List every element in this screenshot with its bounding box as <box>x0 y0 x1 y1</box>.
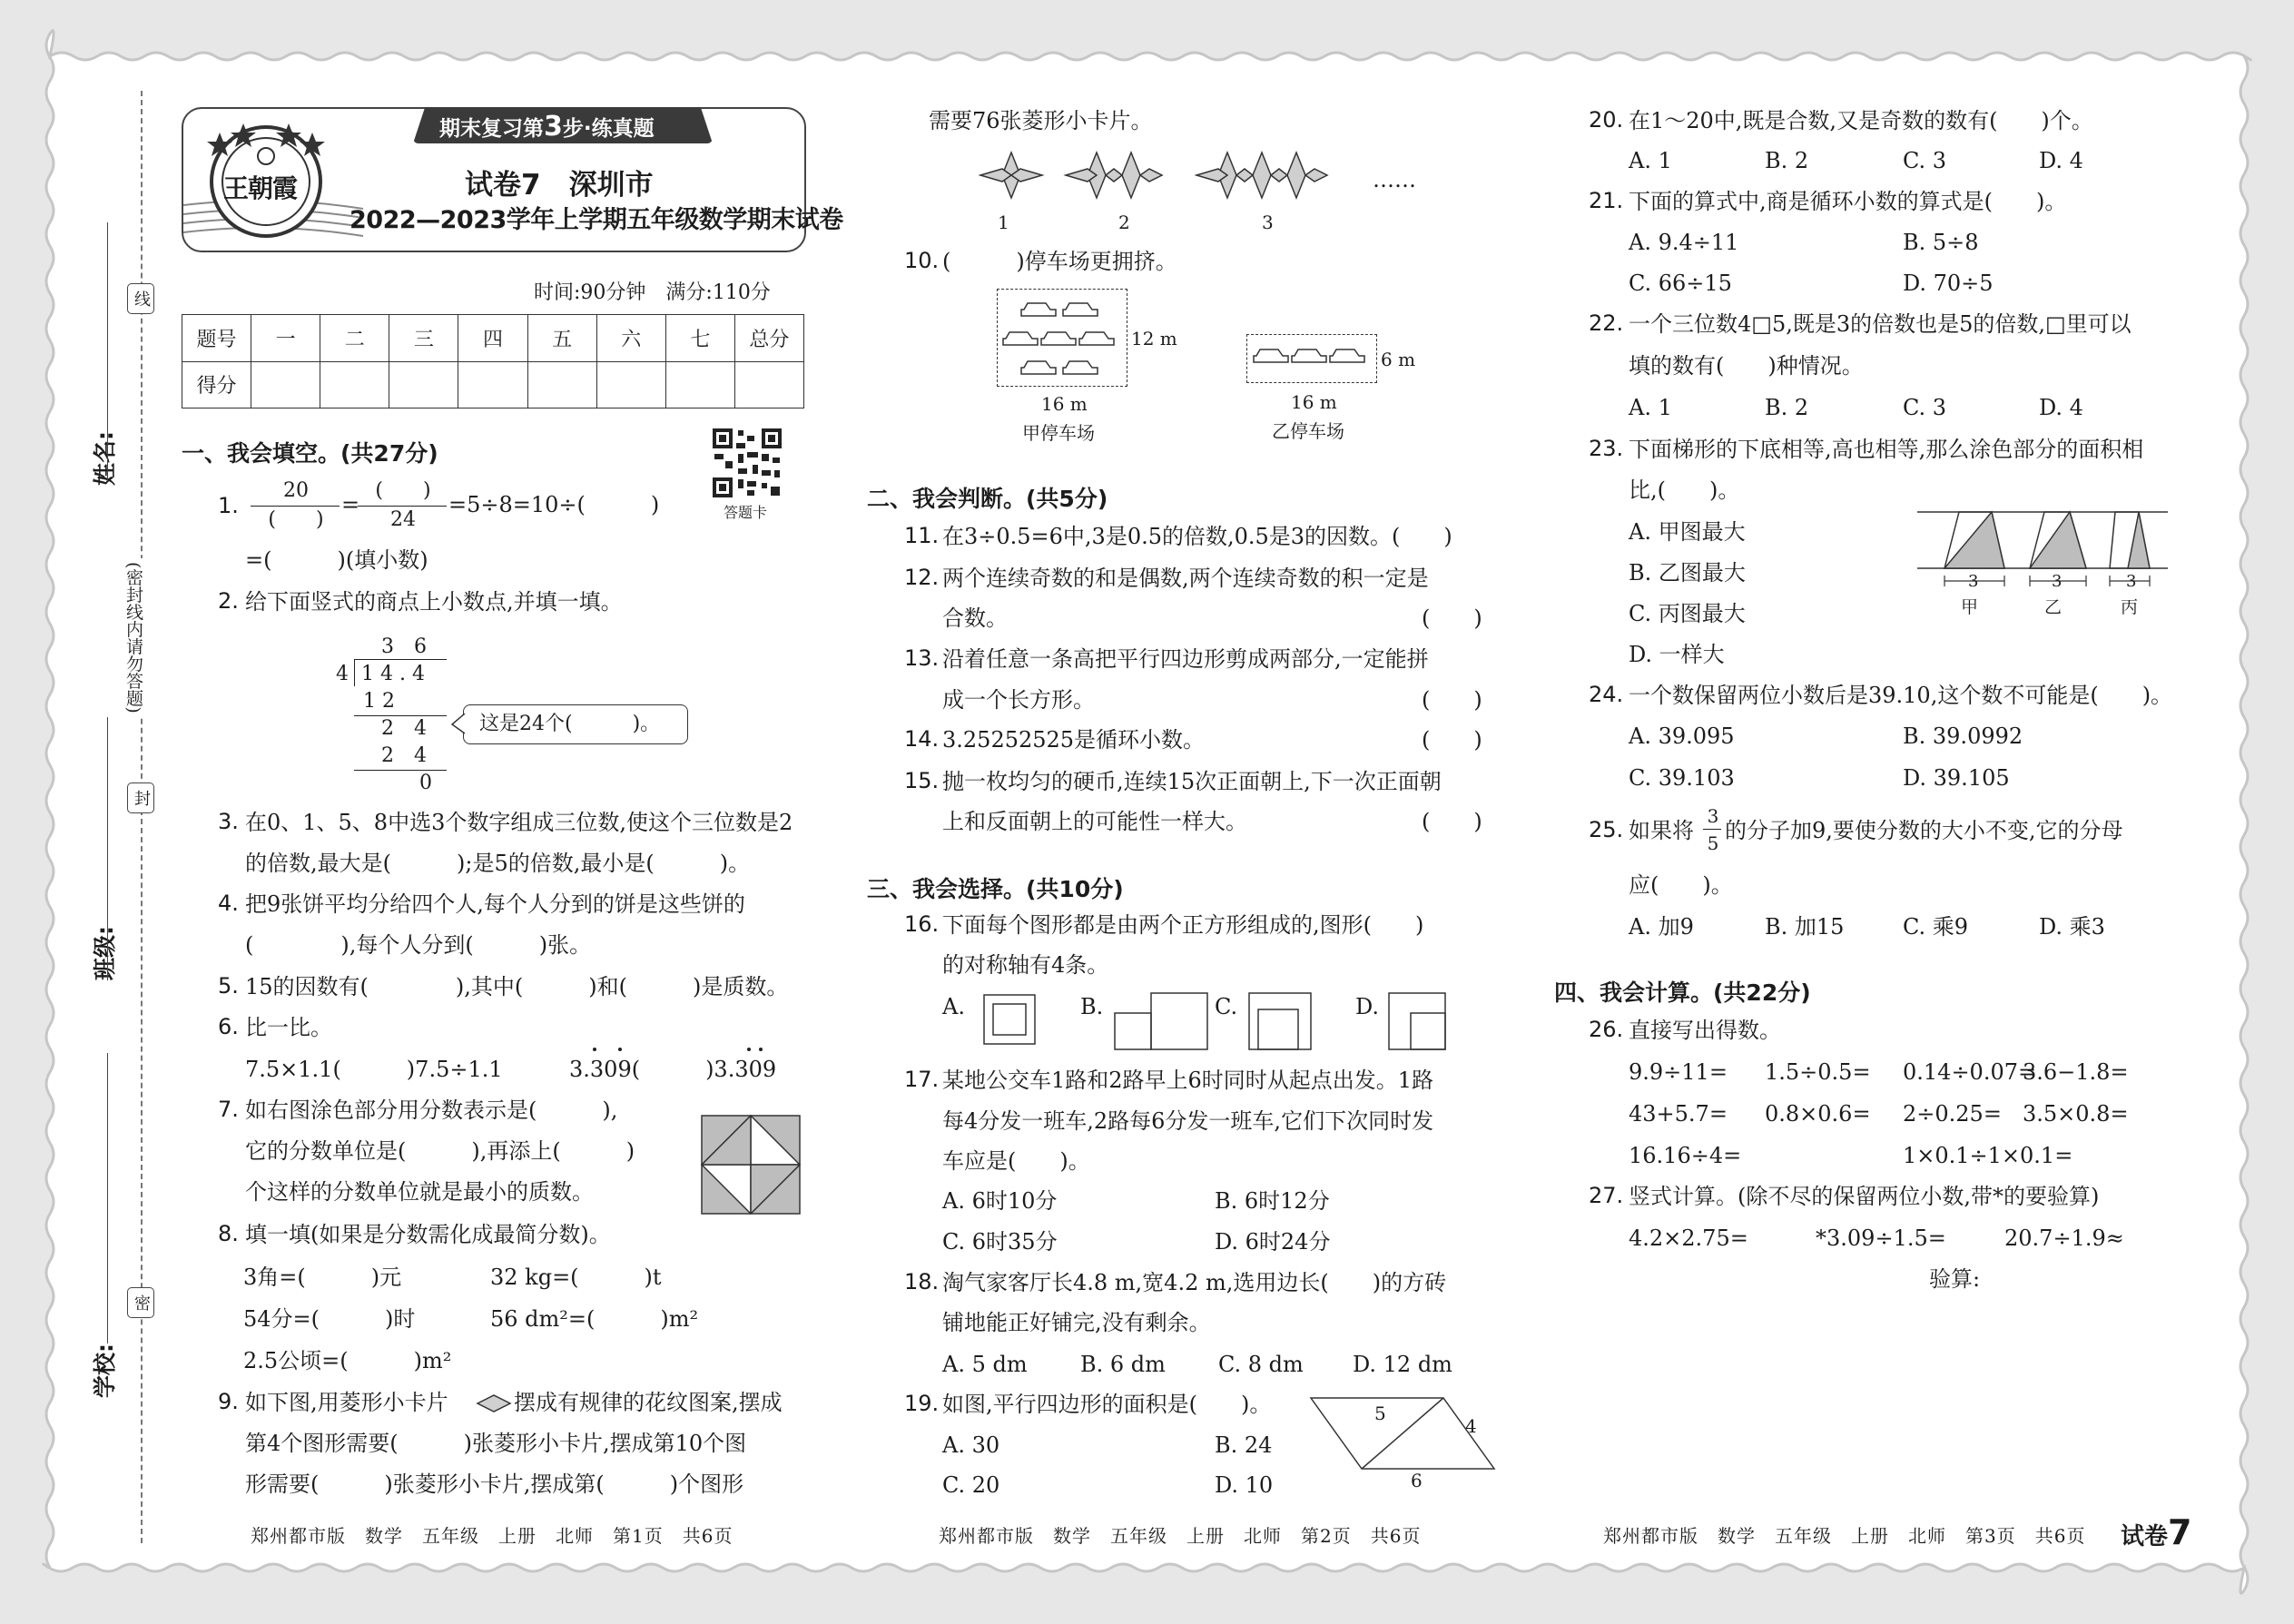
repeating-dot <box>593 1048 596 1051</box>
q25-fraction-den: 5 <box>1707 832 1719 854</box>
parallelogram-side: 4 <box>1465 1415 1477 1437</box>
q6-number: 6. <box>218 1014 239 1039</box>
q1-frac1-den: ( ) <box>268 508 324 531</box>
score-cell[interactable] <box>458 361 527 408</box>
q13-number: 13. <box>904 645 940 671</box>
score-cell[interactable] <box>734 361 803 408</box>
trapezoid-base: 3 <box>1968 572 1979 591</box>
calc-item: 9.9÷11= <box>1629 1059 1728 1085</box>
trapezoid-label: 丙 <box>2121 597 2139 617</box>
q8-item: 3角=( )元 <box>243 1265 402 1290</box>
calc-item: 16.16÷4= <box>1629 1143 1742 1168</box>
q11-number: 11. <box>904 523 940 548</box>
q25-number: 25. <box>1589 817 1624 842</box>
q18-number: 18. <box>904 1269 940 1294</box>
paper-subtitle: 2022—2023学年上学期五年级数学期末试卷 <box>350 206 843 234</box>
q19-text: 如图,平行四边形的面积是( )。 <box>942 1392 1272 1417</box>
score-header: 六 <box>596 315 665 362</box>
q25-text: 应( )。 <box>1629 872 1733 898</box>
class-field[interactable] <box>107 717 108 980</box>
q24-text: 一个数保留两位小数后是39.10,这个数不可能是( )。 <box>1629 683 2173 708</box>
qr-label: 答题卡 <box>724 504 768 521</box>
q16-number: 16. <box>904 911 940 937</box>
q22-option[interactable]: A. 1 <box>1629 395 1672 420</box>
score-header: 七 <box>665 315 734 362</box>
section-4-heading: 四、我会计算。(共22分) <box>1554 979 1811 1006</box>
q20-number: 20. <box>1589 107 1624 133</box>
q25-text: 的分子加9,要使分数的大小不变,它的分母 <box>1725 818 2123 843</box>
answer-paren[interactable]: ( ) <box>1422 687 1482 713</box>
division-step: 2 4 <box>381 744 427 767</box>
q23-text: 比,( )。 <box>1629 477 1740 503</box>
q21-option[interactable]: D. 70÷5 <box>1903 271 1994 296</box>
binding-mark-xian: 线 <box>127 283 154 314</box>
page-footer: 郑州都市版 数学 五年级 上册 北师 第2页 共6页 <box>939 1525 1422 1547</box>
q16-text: 的对称轴有4条。 <box>942 952 1109 978</box>
q18-text: 铺地能正好铺完,没有剩余。 <box>942 1310 1211 1335</box>
q17-text: 车应是( )。 <box>942 1148 1090 1174</box>
q4-text: ( ),每个人分到( )张。 <box>245 932 592 958</box>
q19-option[interactable]: C. 20 <box>942 1472 1000 1498</box>
q17-option[interactable]: A. 6时10分 <box>942 1188 1058 1214</box>
q23-option[interactable]: D. 一样大 <box>1629 642 1725 667</box>
q18-option[interactable]: D. 12 dm <box>1353 1352 1452 1377</box>
q27-text: 竖式计算。(除不尽的保留两位小数,带*的要验算) <box>1629 1184 2100 1209</box>
pattern-ellipsis: …… <box>1373 167 1416 192</box>
score-header: 总分 <box>734 315 803 362</box>
binding-mark-feng: 封 <box>127 782 154 813</box>
score-header: 二 <box>320 315 389 362</box>
lot-name: 甲停车场 <box>1022 422 1095 444</box>
lot-dimension: 16 m <box>1041 393 1088 415</box>
q6-compare-b: 3.309( )3.309 <box>569 1057 777 1082</box>
q1-equals: = <box>341 492 360 517</box>
q1-frac2-num: ( ) <box>375 479 431 502</box>
car-icons <box>1253 341 1380 378</box>
q7-text: 如右图涂色部分用分数表示是( ), <box>245 1097 618 1123</box>
q17-option[interactable]: B. 6时12分 <box>1215 1188 1330 1214</box>
trapezoid-base: 3 <box>2126 572 2137 591</box>
calc-item: 43+5.7= <box>1629 1101 1728 1127</box>
calc-item: 3.5×0.8= <box>2023 1101 2129 1127</box>
q19-option[interactable]: A. 30 <box>942 1432 1000 1458</box>
binding-notice: (密封线内请勿答题) <box>122 558 145 717</box>
q7-number: 7. <box>218 1097 239 1122</box>
q18-option[interactable]: B. 6 dm <box>1080 1352 1166 1377</box>
lot-dimension: 16 m <box>1291 391 1337 413</box>
q16-text: 下面每个图形都是由两个正方形组成的,图形( ) <box>942 912 1424 938</box>
q16-option-c[interactable]: C. <box>1215 994 1238 1019</box>
score-header: 三 <box>389 315 458 362</box>
q16-option-a[interactable]: A. <box>942 994 965 1019</box>
check-label: 验算: <box>1929 1266 1981 1292</box>
q19-option[interactable]: D. 10 <box>1215 1472 1274 1498</box>
name-field[interactable] <box>107 222 108 481</box>
division-divisor: 4 <box>336 663 349 685</box>
qr-code-icon <box>711 427 783 499</box>
q23-number: 23. <box>1589 436 1624 461</box>
page-footer: 郑州都市版 数学 五年级 上册 北师 第1页 共6页 <box>251 1525 733 1547</box>
q15-text: 抛一枚均匀的硬币,连续15次正面朝上,下一次正面朝 <box>942 769 1442 794</box>
answer-paren[interactable]: ( ) <box>1422 605 1482 631</box>
q9-text: 如下图,用菱形小卡片 <box>245 1390 448 1415</box>
q21-option[interactable]: C. 66÷15 <box>1629 271 1732 296</box>
q16-option-b[interactable]: B. <box>1080 994 1104 1019</box>
paper-number-label: 试卷7 <box>2121 1512 2192 1552</box>
score-header: 题号 <box>182 315 251 362</box>
answer-paren[interactable]: ( ) <box>1422 727 1482 753</box>
rhombus-pattern-figure <box>971 143 1353 225</box>
parallelogram-side: 6 <box>1411 1470 1423 1491</box>
q15-text: 上和反面朝上的可能性一样大。 <box>942 809 1247 834</box>
q14-number: 14. <box>904 726 940 752</box>
parallelogram-side: 5 <box>1374 1403 1386 1424</box>
q13-text: 沿着任意一条高把平行四边形剪成两部分,一定能拼 <box>942 646 1429 672</box>
logo-badge <box>203 116 329 241</box>
q25-option[interactable]: D. 乘3 <box>2039 914 2105 940</box>
section-3-heading: 三、我会选择。(共10分) <box>867 876 1124 902</box>
calc-item: 3.6−1.8= <box>2023 1059 2129 1085</box>
lot-name: 乙停车场 <box>1272 420 1344 442</box>
repeating-dot <box>759 1048 763 1051</box>
shaded-square-figure <box>701 1115 801 1215</box>
option-b-figure <box>1113 991 1213 1053</box>
q17-text: 某地公交车1路和2路早上6时同时从起点出发。1路 <box>942 1068 1434 1093</box>
q1-line2: =( )(填小数) <box>245 547 428 573</box>
q17-option[interactable]: C. 6时35分 <box>942 1229 1058 1255</box>
q25-fraction-num: 3 <box>1707 805 1719 827</box>
q8-number: 8. <box>218 1221 239 1246</box>
q19-option[interactable]: B. 24 <box>1215 1432 1273 1458</box>
car-icons <box>1000 295 1127 386</box>
q9-text: 形需要( )张菱形小卡片,摆成第( )个图形 <box>245 1471 744 1497</box>
q21-text: 下面的算式中,商是循环小数的算式是( )。 <box>1629 189 2067 214</box>
option-c-figure <box>1247 991 1316 1053</box>
q23-option[interactable]: B. 乙图最大 <box>1629 560 1746 586</box>
q12-text: 合数。 <box>942 605 1008 631</box>
q1-frac2-den: 24 <box>390 508 416 531</box>
q10-text: ( )停车场更拥挤。 <box>942 249 1177 274</box>
division-step: 2 4 <box>381 717 427 740</box>
score-cell[interactable] <box>251 361 320 408</box>
q26-number: 26. <box>1589 1017 1624 1042</box>
repeating-dot <box>618 1048 622 1051</box>
school-field[interactable] <box>107 1053 108 1343</box>
q24-number: 24. <box>1589 682 1624 707</box>
q17-option[interactable]: D. 6时24分 <box>1215 1229 1331 1255</box>
score-cell[interactable] <box>527 361 596 408</box>
q5-text: 15的因数有( ),其中( )和( )是质数。 <box>245 974 789 999</box>
q12-text: 两个连续奇数的和是偶数,两个连续奇数的积一定是 <box>942 566 1429 591</box>
school-label: 学校: <box>92 1343 118 1398</box>
q17-text: 每4分发一班车,2路每6分发一班车,它们下次同时发 <box>942 1108 1434 1134</box>
q12-number: 12. <box>904 565 940 590</box>
pattern-label: 3 <box>1262 212 1274 233</box>
q9-text: 摆成有规律的花纹图案,摆成 <box>514 1390 783 1415</box>
score-row-label: 得分 <box>182 361 251 408</box>
q21-option[interactable]: A. 9.4÷11 <box>1629 230 1739 255</box>
page-footer: 郑州都市版 数学 五年级 上册 北师 第3页 共6页 <box>1603 1525 2086 1547</box>
q24-option[interactable]: B. 39.0992 <box>1903 723 2023 749</box>
lot-dimension: 6 m <box>1381 349 1416 370</box>
q20-option[interactable]: C. 3 <box>1903 148 1947 173</box>
q3-text: 的倍数,最大是( );是5的倍数,最小是( )。 <box>245 851 751 876</box>
score-cell[interactable] <box>320 361 389 408</box>
repeating-dot <box>747 1048 751 1051</box>
calc-item: 0.8×0.6= <box>1765 1101 1871 1127</box>
division-quotient: 3 6 <box>381 635 427 658</box>
q9-number: 9. <box>218 1389 239 1414</box>
q18-option[interactable]: A. 5 dm <box>942 1352 1028 1377</box>
q20-option[interactable]: A. 1 <box>1629 148 1672 173</box>
calc-item: 1.5÷0.5= <box>1765 1059 1871 1085</box>
q9-text: 第4个图形需要( )张菱形小卡片,摆成第10个图 <box>245 1431 747 1456</box>
q23-option[interactable]: C. 丙图最大 <box>1629 601 1746 626</box>
class-label: 班级: <box>92 926 118 980</box>
q20-option[interactable]: B. 2 <box>1765 148 1809 173</box>
q18-text: 淘气家客厅长4.8 m,宽4.2 m,选用边长( )的方砖 <box>942 1270 1447 1295</box>
q17-number: 17. <box>904 1067 940 1092</box>
q3-text: 在0、1、5、8中选3个数字组成三位数,使这个三位数是2 <box>245 810 793 835</box>
binding-mark-mi: 密 <box>127 1287 154 1318</box>
q20-option[interactable]: D. 4 <box>2039 148 2083 173</box>
q13-text: 成一个长方形。 <box>942 687 1095 713</box>
q22-text: 一个三位数4□5,既是3的倍数也是5的倍数,□里可以 <box>1629 311 2132 337</box>
q15-number: 15. <box>904 768 940 793</box>
lot-dimension: 12 m <box>1131 328 1177 349</box>
q20-text: 在1～20中,既是合数,又是奇数的数有( )个。 <box>1629 108 2093 133</box>
option-d-figure <box>1387 991 1451 1053</box>
rhombus-card-icon <box>476 1393 512 1413</box>
division-step: 0 <box>419 772 432 794</box>
q9-continued: 需要76张菱形小卡片。 <box>929 108 1153 133</box>
answer-paren[interactable]: ( ) <box>1422 809 1482 834</box>
q26-text: 直接写出得数。 <box>1629 1018 1781 1043</box>
q7-text: 它的分数单位是( ),再添上( ) <box>245 1138 635 1164</box>
banner-text: 期末复习第3步·练真题 <box>439 111 655 143</box>
calc-item: 1×0.1÷1×0.1= <box>1903 1143 2073 1168</box>
q11-text: 在3÷0.5=6中,3是0.5的倍数,0.5是3的因数。( ) <box>942 524 1452 549</box>
q25-option[interactable]: A. 加9 <box>1629 914 1694 940</box>
q3-number: 3. <box>218 809 239 834</box>
vertical-calc-item: 20.7÷1.9≈ <box>2004 1225 2124 1251</box>
q24-option[interactable]: C. 39.103 <box>1629 765 1735 791</box>
q4-text: 把9张饼平均分给四个人,每个人分到的饼是这些饼的 <box>245 891 745 917</box>
q8-item: 2.5公顷=( )m² <box>243 1348 452 1373</box>
q19-number: 19. <box>904 1391 940 1416</box>
section-2-heading: 二、我会判断。(共5分) <box>867 486 1108 512</box>
score-cell[interactable] <box>596 361 665 408</box>
paper-title: 试卷7 深圳市 <box>465 169 654 202</box>
score-header: 四 <box>458 315 527 362</box>
pattern-label: 2 <box>1118 212 1130 233</box>
q10-number: 10. <box>904 248 940 273</box>
logo-text: 王朝霞 <box>223 173 298 203</box>
q23-option[interactable]: A. 甲图最大 <box>1629 519 1746 545</box>
option-a-figure <box>982 993 1037 1046</box>
speech-bubble-text: 这是24个( )。 <box>479 713 661 735</box>
score-table <box>182 314 804 408</box>
q8-text: 填一填(如果是分数需化成最简分数)。 <box>245 1222 611 1247</box>
score-cell[interactable] <box>665 361 734 408</box>
trapezoid-label: 甲 <box>1961 597 1979 617</box>
q4-number: 4. <box>218 891 239 916</box>
calc-item: 0.14÷0.07= <box>1903 1059 2037 1085</box>
score-header: 五 <box>527 315 596 362</box>
vertical-calc-item: 4.2×2.75= <box>1629 1225 1748 1251</box>
q8-item: 56 dm²=( )m² <box>490 1306 699 1332</box>
score-header: 一 <box>251 315 320 362</box>
q21-number: 21. <box>1589 188 1624 213</box>
q18-option[interactable]: C. 8 dm <box>1218 1352 1304 1377</box>
q6-compare-a: 7.5×1.1( )7.5÷1.1 <box>245 1057 503 1082</box>
name-label: 姓名: <box>92 431 118 486</box>
vertical-calc-item: *3.09÷1.5= <box>1816 1225 1946 1251</box>
q16-option-d[interactable]: D. <box>1355 994 1380 1019</box>
q22-option[interactable]: D. 4 <box>2039 395 2083 420</box>
q22-text: 填的数有( )种情况。 <box>1629 353 1864 379</box>
q23-text: 下面梯形的下底相等,高也相等,那么涂色部分的面积相 <box>1629 437 2144 462</box>
q14-text: 3.25252525是循环小数。 <box>942 727 1206 753</box>
q27-number: 27. <box>1589 1183 1624 1208</box>
q25-option[interactable]: B. 加15 <box>1765 914 1845 940</box>
section-1-heading: 一、我会填空。(共27分) <box>182 440 438 467</box>
q2-text: 给下面竖式的商点上小数点,并填一填。 <box>245 589 623 615</box>
q1-rest: =5÷8=10÷( ) <box>448 492 660 517</box>
q24-option[interactable]: A. 39.095 <box>1629 723 1735 749</box>
q6-text: 比一比。 <box>245 1015 332 1040</box>
q25-option[interactable]: C. 乘9 <box>1903 914 1969 940</box>
trapezoid-base: 3 <box>2052 572 2063 591</box>
q2-number: 2. <box>218 588 239 614</box>
parallelogram-figure <box>1307 1394 1507 1476</box>
division-dividend: 1 4 . 4 <box>361 663 425 685</box>
q1-number: 1. <box>218 493 239 518</box>
trapezoid-label: 乙 <box>2044 597 2063 617</box>
q8-item: 32 kg=( )t <box>490 1265 662 1290</box>
q1-frac1-num: 20 <box>283 479 309 502</box>
pattern-label: 1 <box>998 212 1009 233</box>
q21-option[interactable]: B. 5÷8 <box>1903 230 1979 255</box>
score-cell[interactable] <box>389 361 458 408</box>
division-step: 1 2 <box>363 690 395 713</box>
q24-option[interactable]: D. 39.105 <box>1903 765 2010 791</box>
q5-number: 5. <box>218 973 239 999</box>
q22-option[interactable]: B. 2 <box>1765 395 1809 420</box>
q25-text: 如果将 <box>1629 818 1694 843</box>
calc-item: 2÷0.25= <box>1903 1101 2002 1127</box>
q8-item: 54分=( )时 <box>243 1306 416 1332</box>
time-score: 时间:90分钟 满分:110分 <box>534 281 771 304</box>
q22-option[interactable]: C. 3 <box>1903 395 1947 420</box>
q7-text: 个这样的分数单位就是最小的质数。 <box>245 1179 594 1205</box>
q22-number: 22. <box>1589 310 1624 336</box>
